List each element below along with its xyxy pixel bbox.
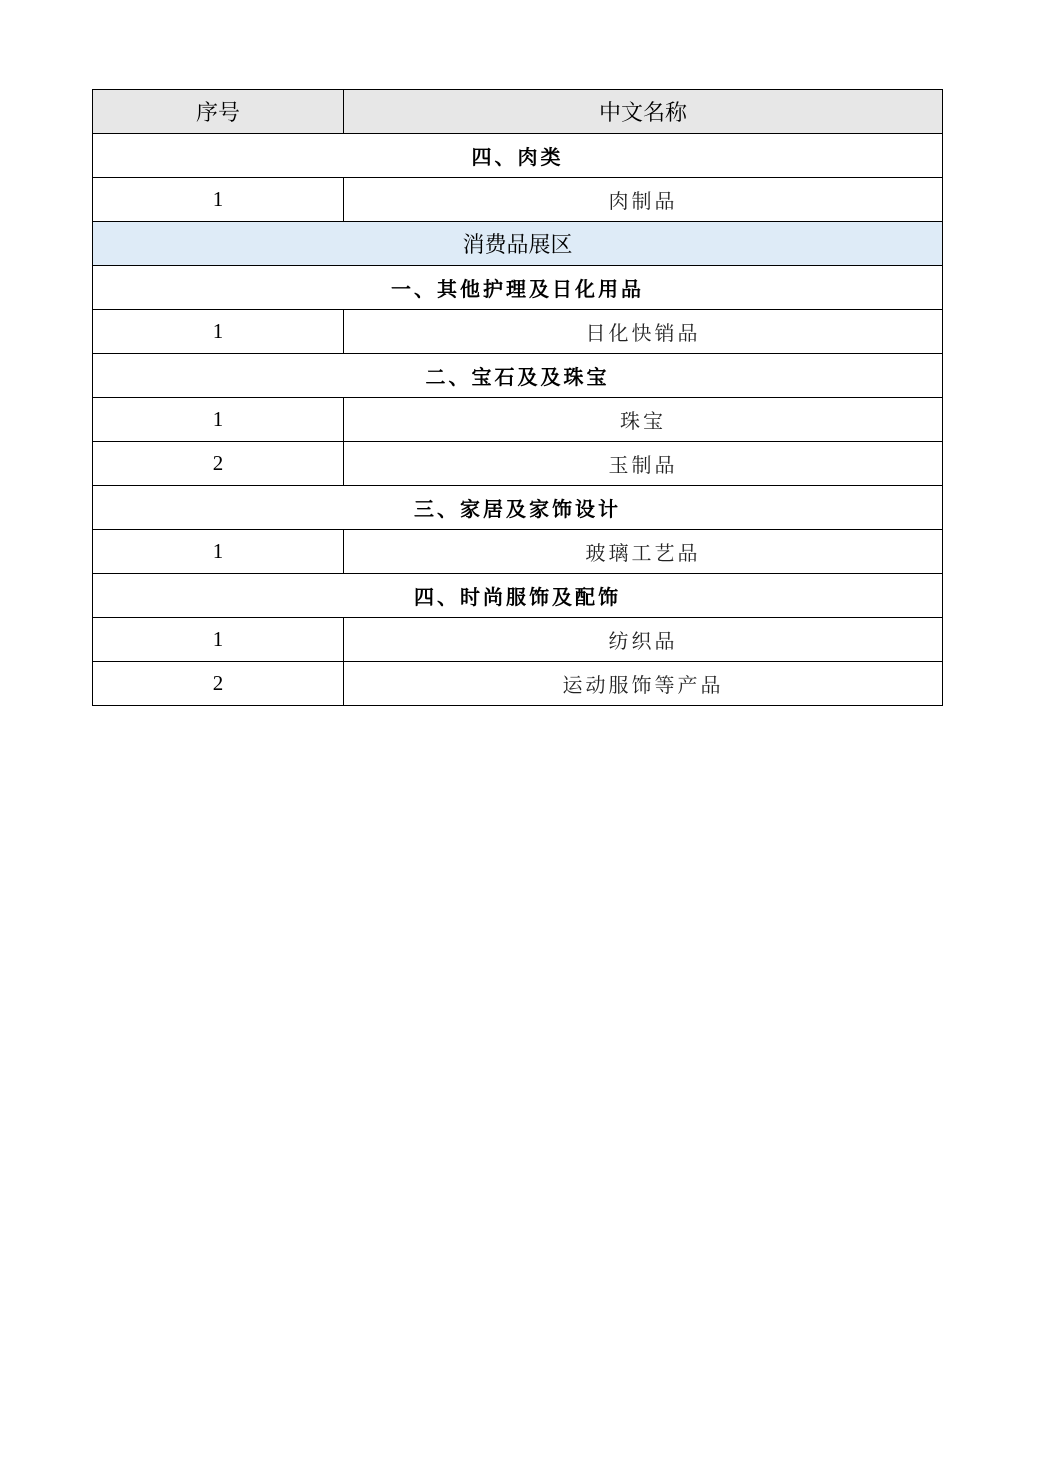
category-title: 四、时尚服饰及配饰 bbox=[93, 574, 943, 618]
category-row bbox=[93, 134, 943, 178]
exhibition-hall-row bbox=[93, 222, 943, 266]
category-title: 一、其他护理及日化用品 bbox=[93, 266, 943, 310]
table-row bbox=[93, 530, 943, 574]
row-name: 玻璃工艺品 bbox=[344, 530, 943, 574]
row-name: 纺织品 bbox=[344, 618, 943, 662]
row-index: 2 bbox=[93, 442, 344, 486]
table-row bbox=[93, 442, 943, 486]
row-index: 1 bbox=[93, 530, 344, 574]
row-name: 玉制品 bbox=[344, 442, 943, 486]
row-name: 肉制品 bbox=[344, 178, 943, 222]
row-name: 运动服饰等产品 bbox=[344, 662, 943, 706]
row-index: 1 bbox=[93, 310, 344, 354]
row-index: 1 bbox=[93, 398, 344, 442]
table-row bbox=[93, 618, 943, 662]
row-name: 珠宝 bbox=[344, 398, 943, 442]
table-header-row bbox=[93, 90, 943, 134]
row-index: 1 bbox=[93, 618, 344, 662]
row-index: 2 bbox=[93, 662, 344, 706]
header-chinese-name: 中文名称 bbox=[344, 90, 943, 134]
row-index: 1 bbox=[93, 178, 344, 222]
category-row bbox=[93, 574, 943, 618]
table-row bbox=[93, 398, 943, 442]
category-title: 四、肉类 bbox=[93, 134, 943, 178]
exhibition-hall-title: 消费品展区 bbox=[93, 222, 943, 266]
category-row bbox=[93, 354, 943, 398]
category-title: 三、家居及家饰设计 bbox=[93, 486, 943, 530]
header-index: 序号 bbox=[93, 90, 344, 134]
category-title: 二、宝石及及珠宝 bbox=[93, 354, 943, 398]
row-name: 日化快销品 bbox=[344, 310, 943, 354]
table-row bbox=[93, 662, 943, 706]
product-category-table bbox=[92, 89, 943, 706]
category-row bbox=[93, 266, 943, 310]
category-row bbox=[93, 486, 943, 530]
table-row bbox=[93, 310, 943, 354]
table-row bbox=[93, 178, 943, 222]
